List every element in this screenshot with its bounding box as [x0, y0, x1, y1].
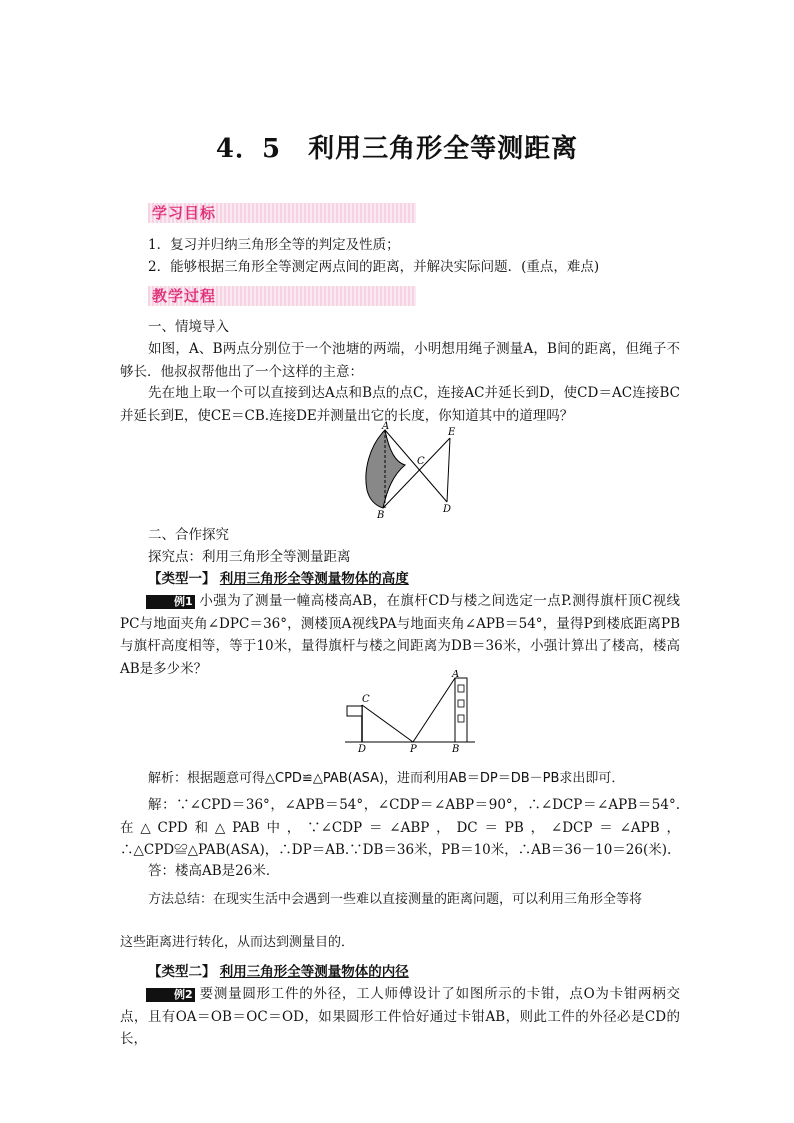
answer-text: 答：楼高AB是26米．: [148, 863, 280, 879]
point-label: P: [410, 744, 417, 755]
point-label: C: [417, 456, 425, 467]
page-title: 4．5 利用三角形全等测距离: [215, 134, 579, 164]
part1-paragraph-2: 先在地上取一个可以直接到达A点和B点的点C，连接AC并延长到D，使CD＝AC连接BC并延长到E，使CE＝CB.连接DE并测量出它的长度，你知道其中的道理吗？: [120, 385, 680, 424]
summary-line-1: 方法总结：在现实生活中会遇到一些难以直接测量的距离问题，可以利用三角形全等将: [148, 892, 643, 907]
segment-de: [447, 438, 450, 502]
point-label: A: [382, 421, 390, 432]
goal-item: 2．能够根据三角形全等测定两点间的距离，并解决实际问题．(重点，难点): [148, 259, 600, 275]
section-label: 学习目标: [152, 204, 217, 222]
solution-text: 解：∵∠CPD＝36°，∠APB＝54°，∠CDP＝∠ABP＝90°，∴∠DCP＝∠APB＝54°.在△CPD和△PAB中，∵∠CDP＝∠ABP，DC＝PB，∠DCP＝∠APB，∴△CPD≌△PAB(ASA)，∴DP＝AB.∵DB＝36米，PB＝10米，∴AB＝36－10＝26(米).: [120, 797, 680, 858]
type1-line: [148, 568, 708, 590]
type2-line: [148, 961, 708, 983]
goal-item: 1．复习并归纳三角形全等的判定及性质；: [148, 237, 400, 253]
point-label: C: [362, 694, 370, 705]
segment-pa: [413, 678, 455, 742]
point-label: D: [443, 504, 452, 515]
point-label: E: [448, 427, 456, 438]
point-label: D: [358, 744, 367, 755]
type1-tag: 【类型一】: [148, 571, 216, 587]
part1-heading: 一、情境导入: [148, 319, 229, 335]
example1-tag: 例1: [146, 595, 195, 609]
point-label: B: [377, 510, 385, 520]
building-figure: [340, 670, 480, 755]
example1-block: [120, 590, 680, 680]
part2-heading: 二、合作探究: [148, 527, 229, 543]
section-label: 教学过程: [152, 287, 217, 305]
example2-tag: 例2: [146, 988, 195, 1002]
point-label: B: [452, 744, 460, 755]
type2-tag: 【类型二】: [148, 964, 216, 980]
explore-point: 探究点：利用三角形全等测量距离: [148, 549, 351, 565]
segment-cp: [362, 705, 413, 742]
pond-figure: [355, 420, 475, 520]
section-header-goals: [148, 203, 416, 223]
part1-paragraph-1: 如图，A、B两点分别位于一个池塘的两端，小明想用绳子测量A，B间的距离，但绳子不够长．他叔叔帮他出了一个这样的主意：: [120, 341, 680, 380]
type2-title: 利用三角形全等测量物体的内径: [219, 964, 409, 980]
analysis-text: 解析：根据题意可得△CPD≌△PAB(ASA)，进而利用AB＝DP＝DB－PB求出即可．: [148, 771, 625, 786]
building-ab: [455, 678, 467, 742]
section-header-process: [148, 286, 416, 306]
flag: [347, 706, 362, 716]
example2-text: 要测量圆形工件的外径，工人师傅设计了如图所示的卡钳，点O为卡钳两柄交点，且有OA＝OB＝OC＝OD，如果圆形工件恰好通过卡钳AB，则此工件的外径必是CD的长，: [120, 986, 680, 1047]
example1-text: 小强为了测量一幢高楼高AB，在旗杆CD与楼之间选定一点P.测得旗杆顶C视线PC与地面夹角∠DPC＝36°，测楼顶A视线PA与地面夹角∠APB＝54°，量得P到楼底距离PB与旗杆高度相等，等于10米，量得旗杆与楼之间距离为DB＝36米，小强计算出了楼高，楼高AB是多少米？: [120, 593, 680, 677]
point-label: A: [452, 670, 460, 680]
example2-block: [120, 983, 680, 1051]
type1-title: 利用三角形全等测量物体的高度: [219, 571, 409, 587]
summary-line-2: 这些距离进行转化，从而达到测量目的．: [120, 935, 355, 950]
